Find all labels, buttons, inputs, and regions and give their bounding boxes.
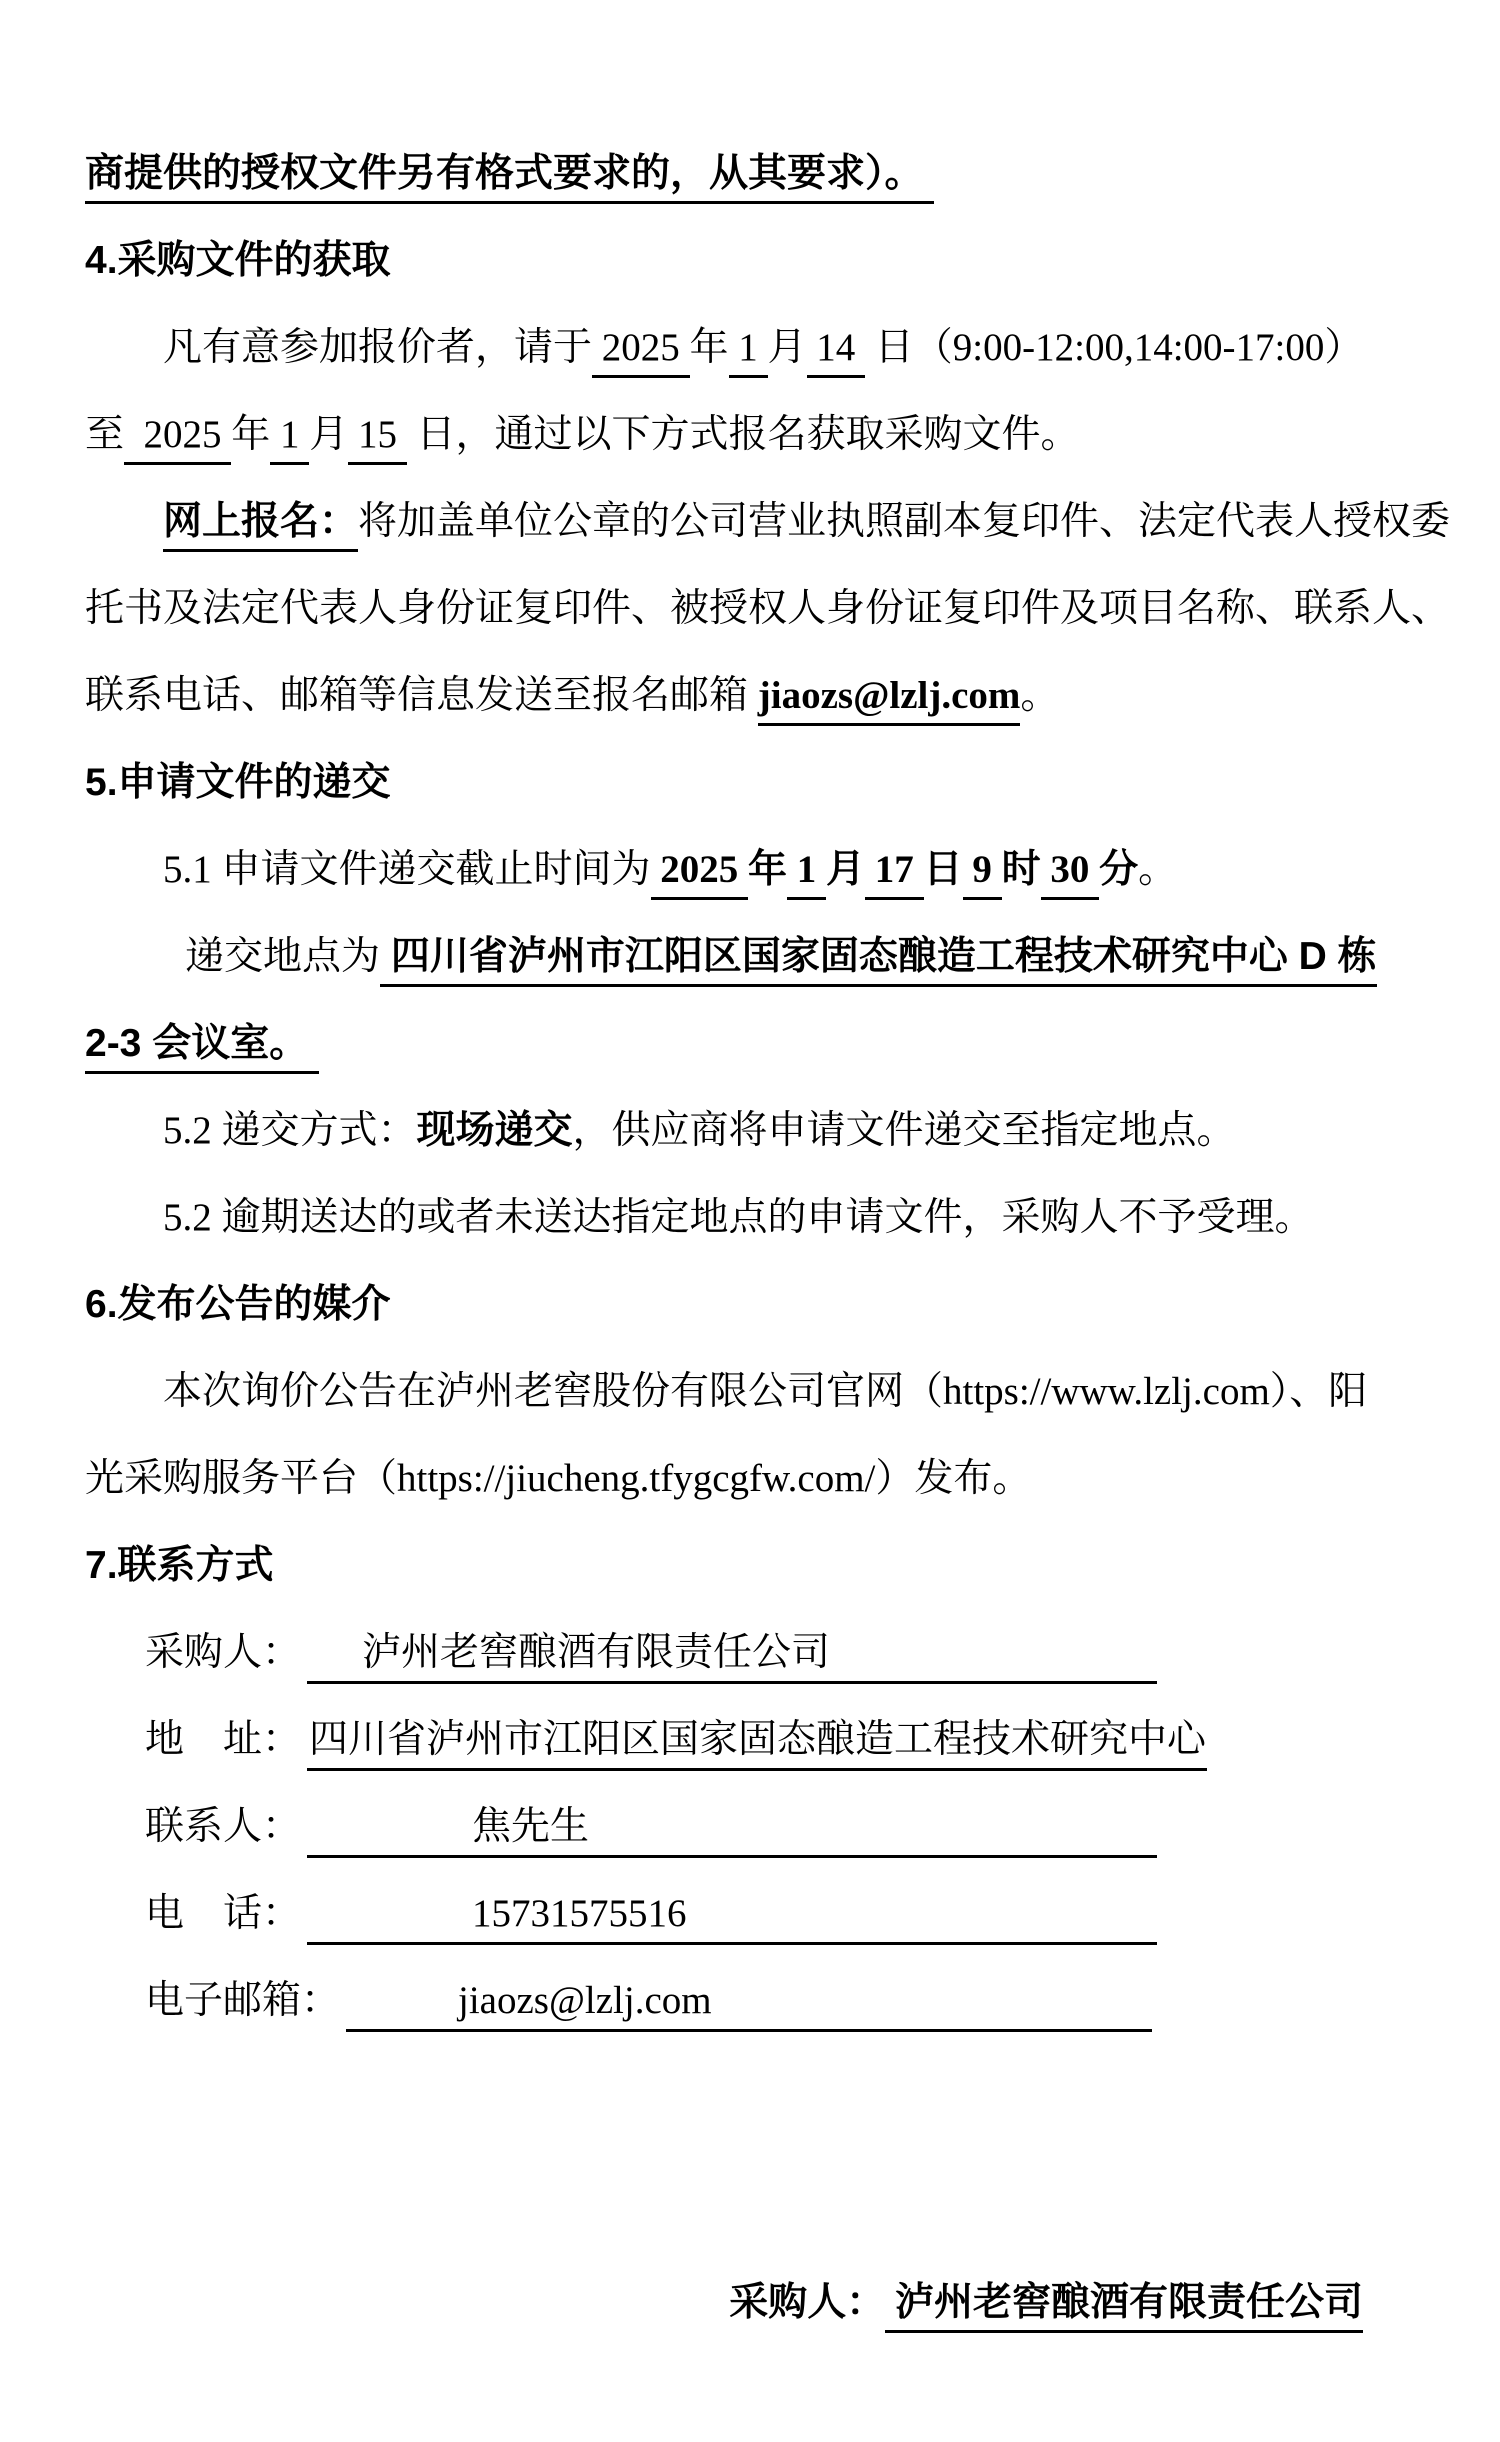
- field-underline: [307, 1799, 1157, 1858]
- field-value: 四川省泸州市江阳区国家固态酿造工程技术研究中心: [309, 1718, 1207, 1761]
- field-contact: [85, 1783, 1425, 1870]
- heading-section-7: [85, 1522, 1425, 1609]
- text-segment: 年: [689, 326, 729, 369]
- para-5-2-method: [85, 1087, 1425, 1174]
- field-underline: [307, 1625, 1157, 1684]
- text-segment: 日: [923, 848, 963, 891]
- text-segment: 时: [1001, 848, 1041, 891]
- text-segment: 至: [85, 413, 125, 456]
- text-segment: 分: [1099, 848, 1139, 891]
- field-value: jiaozs@lzlj.com: [458, 1979, 712, 2022]
- heading-section-5: [85, 739, 1425, 826]
- text-segment: 现场递交: [416, 1109, 573, 1152]
- field-label: 电子邮箱：: [145, 1979, 341, 2022]
- para-5-1-location-line-2: [85, 1000, 1425, 1087]
- text-segment: 托书及法定代表人身份证复印件、被授权人身份证复印件及项目名称、联系人、: [85, 587, 1451, 630]
- para-4-line-1: [85, 304, 1425, 391]
- field-value: 15731575516: [472, 1892, 687, 1935]
- text-segment: 联系电话、邮箱等信息发送至报名邮箱: [85, 674, 758, 717]
- text-segment: 2-3 会议室。: [85, 1022, 319, 1074]
- para-5-1-location-line-1: [85, 913, 1425, 1000]
- text-segment: 9: [963, 848, 1002, 900]
- text-segment: 5.2 逾期送达的或者未送达指定地点的申请文件，采购人不予受理。: [163, 1196, 1314, 1239]
- text-segment: 年: [748, 848, 788, 891]
- text-segment: 将加盖单位公章的公司营业执照副本复印件、法定代表人授权委: [358, 500, 1451, 543]
- text-segment: 14: [807, 326, 866, 378]
- field-underline: [346, 1973, 1152, 2032]
- text-segment: 年: [231, 413, 271, 456]
- text-segment: 1: [787, 848, 826, 900]
- heading-section-4: [85, 217, 1425, 304]
- footer-buyer-value: 泸州老窖酿酒有限责任公司: [885, 2281, 1363, 2333]
- text-segment: 2025: [124, 413, 231, 465]
- field-label: 联系人：: [145, 1805, 302, 1848]
- text-segment: 月: [309, 413, 349, 456]
- para-4-line-2: [85, 391, 1425, 478]
- para-online-signup-line-1: [85, 478, 1451, 565]
- text-segment: ，供应商将申请文件递交至指定地点。: [572, 1109, 1236, 1152]
- clause-3-continuation-line: [85, 130, 1425, 217]
- text-segment: 本次询价公告在泸州老窖股份有限公司官网（https://www.lzlj.com）、阳: [163, 1370, 1368, 1413]
- text-segment: 5.2 递交方式：: [163, 1109, 417, 1152]
- text-segment: 7.联系方式: [85, 1544, 274, 1587]
- text-segment: 光采购服务平台（https://jiucheng.tfygcgfw.com/）发布。: [85, 1457, 1032, 1500]
- document-content: [85, 130, 1451, 2044]
- text-segment: 日，通过以下方式报名获取采购文件。: [406, 413, 1080, 456]
- heading-section-6: [85, 1261, 1425, 1348]
- para-online-signup-line-3: [85, 652, 1425, 739]
- text-segment: 月: [826, 848, 866, 891]
- field-email: [85, 1957, 1425, 2044]
- text-segment: 1: [270, 413, 309, 465]
- field-value: 泸州老窖酿酒有限责任公司: [362, 1631, 831, 1674]
- text-segment: 5.1 申请文件递交截止时间为: [163, 848, 651, 891]
- text-segment: 6.发布公告的媒介: [85, 1283, 391, 1326]
- field-label: 电 话：: [145, 1892, 302, 1935]
- field-value: 焦先生: [472, 1805, 590, 1848]
- para-6-line-1: [85, 1348, 1425, 1435]
- footer-signature-line: [85, 2172, 1425, 2433]
- para-online-signup-line-2: [85, 565, 1451, 652]
- text-segment: 网上报名：: [163, 500, 358, 552]
- field-underline: [307, 1712, 1207, 1771]
- field-address: [85, 1696, 1425, 1783]
- text-segment: 30: [1041, 848, 1100, 900]
- text-segment: 凡有意参加报价者，请于: [163, 326, 593, 369]
- field-phone: [85, 1870, 1425, 1957]
- text-segment: 1: [729, 326, 768, 378]
- text-segment: 4.采购文件的获取: [85, 239, 391, 282]
- text-segment: 2025: [592, 326, 690, 378]
- text-segment: jiaozs@lzlj.com: [758, 674, 1021, 726]
- field-label: 采购人：: [145, 1631, 302, 1674]
- text-segment: 17: [865, 848, 924, 900]
- text-segment: 2025: [651, 848, 749, 900]
- text-segment: 四川省泸州市江阳区国家固态酿造工程技术研究中心 D 栋: [380, 935, 1377, 987]
- para-5-1-deadline: [85, 826, 1425, 913]
- text-segment: 。: [1138, 848, 1178, 891]
- text-segment: 5.申请文件的递交: [85, 761, 391, 804]
- text-segment: 日（9:00-12:00,14:00-17:00）: [865, 326, 1364, 369]
- para-6-line-2: [85, 1435, 1425, 1522]
- field-buyer: [85, 1609, 1425, 1696]
- text-segment: 15: [348, 413, 407, 465]
- field-label: 地 址：: [145, 1718, 302, 1761]
- text-segment: 递交地点为: [185, 935, 381, 978]
- text-segment: 商提供的授权文件另有格式要求的，从其要求）。: [85, 152, 934, 204]
- text-segment: 。: [1020, 674, 1060, 717]
- para-5-2-late: [85, 1174, 1425, 1261]
- footer-buyer-label: 采购人：: [729, 2281, 886, 2324]
- field-underline: [307, 1886, 1157, 1945]
- text-segment: 月: [767, 326, 807, 369]
